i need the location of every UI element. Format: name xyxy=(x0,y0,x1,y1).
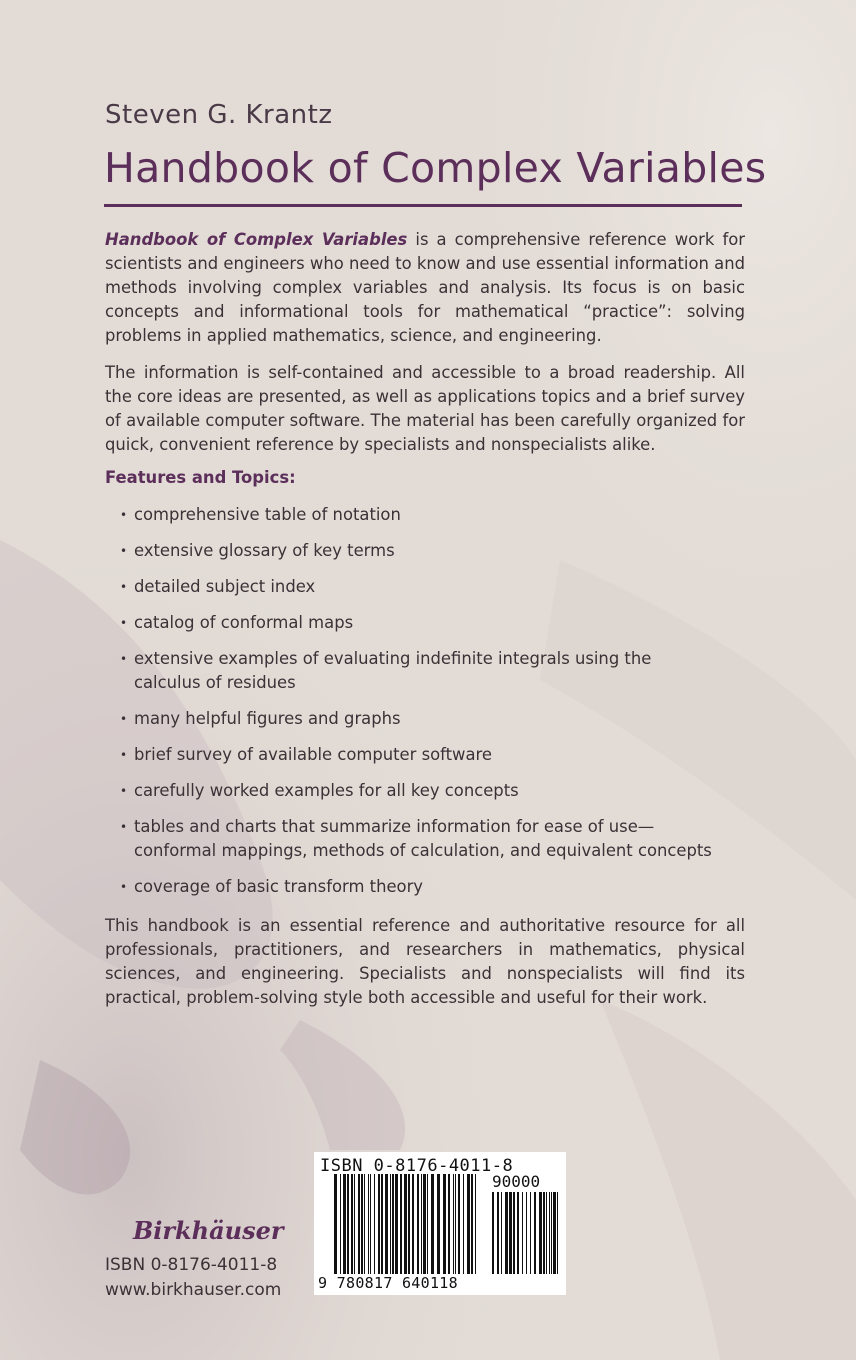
barcode-bar xyxy=(343,1174,346,1274)
barcode xyxy=(314,1152,566,1295)
bullet-icon: • xyxy=(120,544,128,558)
feature-text: tables and charts that summarize information for ease of use—conformal mappings, methods of calculation, and equivalent concepts xyxy=(134,817,712,860)
barcode-bar xyxy=(448,1174,450,1274)
barcode-addon-bar xyxy=(553,1192,556,1274)
bullet-icon: • xyxy=(120,652,128,666)
title-rule xyxy=(104,204,742,207)
feature-text: comprehensive table of notation xyxy=(134,505,401,524)
barcode-bar xyxy=(467,1174,470,1274)
barcode-bar xyxy=(427,1174,428,1274)
barcode-addon-bar xyxy=(551,1192,552,1274)
barcode-bar xyxy=(378,1174,380,1274)
list-item xyxy=(120,539,740,563)
barcode-bar xyxy=(404,1174,407,1274)
barcode-bar xyxy=(351,1174,353,1274)
barcode-bar xyxy=(374,1174,375,1274)
barcode-ean-digits: 9 780817 640118 xyxy=(318,1274,458,1292)
barcode-bar xyxy=(385,1174,388,1274)
bullet-icon: • xyxy=(120,748,128,762)
barcode-addon-bar xyxy=(530,1192,531,1274)
barcode-bar xyxy=(471,1174,473,1274)
barcode-bar xyxy=(400,1174,402,1274)
barcode-addon-bar xyxy=(539,1192,542,1274)
barcode-bar xyxy=(347,1174,349,1274)
barcode-bar xyxy=(368,1174,369,1274)
feature-text: coverage of basic transform theory xyxy=(134,877,424,896)
barcode-bar xyxy=(408,1174,410,1274)
barcode-addon-bar xyxy=(505,1192,508,1274)
feature-text: extensive examples of evaluating indefinite integrals using the calculus of residues xyxy=(134,649,652,692)
author-name: Steven G. Krantz xyxy=(105,100,333,130)
barcode-bar xyxy=(421,1174,422,1274)
closing-paragraph: This handbook is an essential reference and authoritative resource for all professionals, practitioners, and researchers in mathematics, physical sciences, and engineering. Specialists and nonspecialists will find its practical, problem-solving style both accessible and useful for their work. xyxy=(105,916,745,1007)
barcode-bar xyxy=(458,1174,460,1274)
barcode-bar xyxy=(443,1174,446,1274)
book-title: Handbook of Complex Variables xyxy=(104,144,767,192)
feature-text: many helpful figures and graphs xyxy=(134,709,401,728)
feature-text: detailed subject index xyxy=(134,577,316,596)
isbn-label: ISBN 0-8176-4011-8 xyxy=(105,1255,278,1275)
barcode-bar xyxy=(354,1174,355,1274)
barcode-addon-bar xyxy=(543,1192,545,1274)
feature-text: extensive glossary of key terms xyxy=(134,541,395,560)
list-item xyxy=(120,707,740,731)
feature-text: brief survey of available computer software xyxy=(134,745,492,764)
barcode-bar xyxy=(392,1174,394,1274)
barcode-bar xyxy=(395,1174,398,1274)
list-item xyxy=(120,575,740,599)
barcode-isbn: ISBN 0-8176-4011-8 xyxy=(320,1156,514,1176)
bullet-icon: • xyxy=(120,880,128,894)
list-item xyxy=(120,815,720,863)
barcode-price-code: 90000 xyxy=(492,1172,541,1191)
bullet-icon: • xyxy=(120,784,128,798)
list-item xyxy=(120,611,740,635)
barcode-bar xyxy=(475,1174,476,1274)
barcode-bar xyxy=(358,1174,360,1274)
intro-text: is a comprehensive reference work for scientists and engineers who need to know and use essential information and methods involving complex variables and analysis. Its focus is on basic concepts and informational tools for mathematical “practice”: solving problems in applied mathematics, science, and engineering. xyxy=(105,230,745,345)
bullet-icon: • xyxy=(120,616,128,630)
barcode-addon-bar xyxy=(534,1192,536,1274)
barcode-addon-bar xyxy=(546,1192,547,1274)
feature-text: carefully worked examples for all key concepts xyxy=(134,781,519,800)
barcode-bar xyxy=(437,1174,440,1274)
barcode-bar xyxy=(364,1174,365,1274)
intro-paragraph xyxy=(105,228,745,348)
list-item xyxy=(120,779,740,803)
info-paragraph: The information is self-contained and accessible to a broad readership. All the core ideas are presented, as well as applications topics and a brief survey of available computer software. The material has been carefully organized for quick, convenient reference by specialists and nonspecialists alike. xyxy=(105,363,745,454)
barcode-bar xyxy=(412,1174,414,1274)
barcode-bar xyxy=(334,1174,337,1274)
bullet-icon: • xyxy=(120,712,128,726)
barcode-bar xyxy=(463,1174,464,1274)
bullet-icon: • xyxy=(120,508,128,522)
barcode-addon-bar xyxy=(522,1192,523,1274)
barcode-bar xyxy=(381,1174,383,1274)
barcode-addon-bar xyxy=(526,1192,527,1274)
barcode-addon-bar xyxy=(549,1192,550,1274)
features-heading: Features and Topics: xyxy=(105,468,296,487)
list-item xyxy=(120,875,740,899)
barcode-addon-bar xyxy=(557,1192,558,1274)
list-item xyxy=(120,647,680,695)
barcode-addon-bar xyxy=(517,1192,519,1274)
feature-text: catalog of conformal maps xyxy=(134,613,354,632)
barcode-addon-bar xyxy=(492,1192,494,1274)
barcode-addon-bar xyxy=(497,1192,499,1274)
barcode-bar xyxy=(431,1174,434,1274)
barcode-addon-bar xyxy=(513,1192,515,1274)
bullet-icon: • xyxy=(120,820,128,834)
barcode-bar xyxy=(370,1174,371,1274)
barcode-bar xyxy=(423,1174,426,1274)
list-item xyxy=(120,743,740,767)
barcode-bar xyxy=(417,1174,419,1274)
barcode-bar xyxy=(455,1174,456,1274)
barcode-bar xyxy=(361,1174,363,1274)
bullet-icon: • xyxy=(120,580,128,594)
publisher-website: www.birkhauser.com xyxy=(105,1280,282,1300)
barcode-bar xyxy=(340,1174,341,1274)
barcode-bar xyxy=(453,1174,454,1274)
list-item xyxy=(120,503,740,527)
barcode-addon-bar xyxy=(509,1192,512,1274)
intro-book-title: Handbook of Complex Variables xyxy=(105,230,408,249)
publisher-logo: Birkhäuser xyxy=(133,1216,284,1245)
barcode-addon-bar xyxy=(501,1192,502,1274)
barcode-bar xyxy=(390,1174,391,1274)
